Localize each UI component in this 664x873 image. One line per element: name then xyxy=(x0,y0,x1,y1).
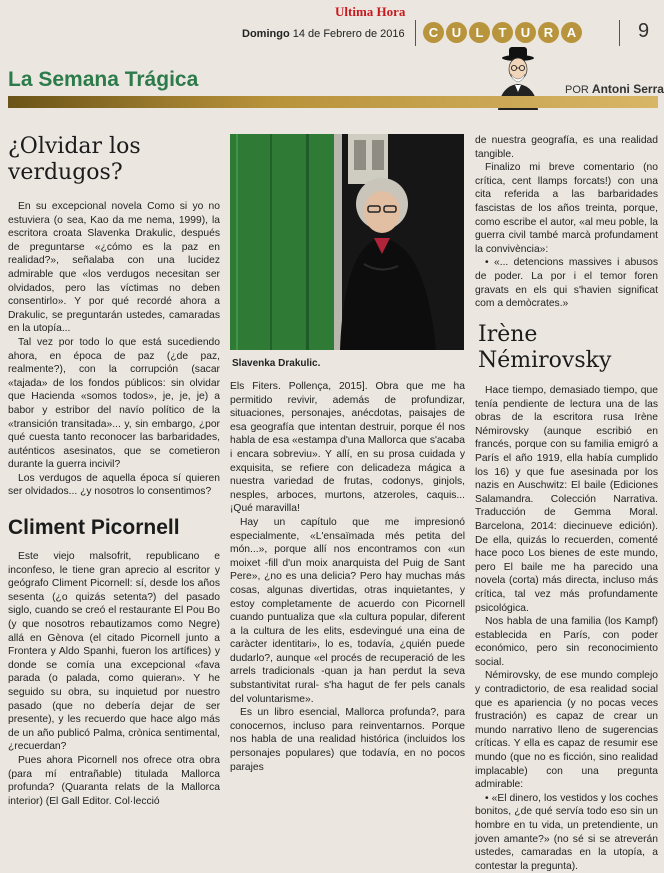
article1-paragraph: Tal vez por todo lo que está sucediendo ahora, en época de paz (¿de paz, realmente?), con la corrupción (sacar «tajada» de los fondos públicos: sin olvidar que Hacienda «somos todos», je, je, je) a babor y estribor del navío político de la «transición transitada»... y, sin embargo, ¿por qué cuesta tanto reconocer las barbaridades, auténticos asesinatos, que se cometieron durante la guerra incivil? xyxy=(8,336,220,471)
photo-caption: Slavenka Drakulic. xyxy=(232,358,321,369)
date-day: Domingo xyxy=(242,28,290,40)
section-letter: U xyxy=(446,22,467,43)
article1-paragraph: de nuestra geografía, es una realidad tangible. xyxy=(475,135,658,160)
section-label-cultura xyxy=(423,22,582,43)
column-title: La Semana Trágica xyxy=(8,68,199,91)
article2-continued-body xyxy=(230,380,465,800)
section-letter: T xyxy=(492,22,513,43)
article1-paragraph: Finalizo mi breve comentario (no crítica, cent llamps forcats!) con una cita referida a las barbaridades fascistas de los años treinta, porque, como escribe el autor, «al meu poble, la guerra civil també marcà profundament la convivència»: xyxy=(475,162,658,255)
article3-paragraph: Hace tiempo, demasiado tiempo, que tenía pendiente de lectura una de las obras de la escritora rusa Irène Némirovsky (aunque escribió en francés, porque con su familia emigró a París el año 1919, ella había cumplido los 16) y que fue asesinada por los nazis en Auschwitz: El baile (Ediciones Salamandra. Colección Narrativa. Traducción de Gemma Moral. Barcelona, 2014: diecinueve edición). De ella, quizás lo recuerden, comenté hace poco Los bienes de este mundo, pero El baile me ha parecido una novela (corta) más directa, incluso más crítica, tal vez más profundamente psicológica. xyxy=(475,385,658,614)
author-name: Antoni Serra xyxy=(591,82,664,96)
article3-paragraph: Nos habla de una familia (los Kampf) establecida en París, con poder económico, pero sin reconocimiento social. xyxy=(475,616,658,668)
header-divider xyxy=(619,20,620,46)
article1-title xyxy=(8,134,218,186)
article2-paragraph: Este viejo malsofrit, republicano e inconfeso, le tiene gran aprecio al escritor y geógrafo Climent Picornell: sí, desde los años sesenta (¿o quizás setenta?) del pasado siglo, cuando se creó el restaurante El Pou Bo (y que nosotros rebautizamos como Negre) allá en Gènova (el citado Picornell junto a Frontera y Aldo Spanhi, fueron los artífices) y donde se comía una excepcional «fava parada (o palada, como quieran». Y he seguido su obra, su inquietud por nuestro pasado (que no debería dejar de ser presente), y les recuerdo que hace algo más de un año publicó Palma, crònica sentimental, ¿recuerdan? xyxy=(8,551,220,753)
article2-title: Climent Picornell xyxy=(8,516,180,539)
section-letter: A xyxy=(561,22,582,43)
author-byline xyxy=(565,82,664,96)
article3-body xyxy=(475,384,658,872)
section-letter: L xyxy=(469,22,490,43)
date-rest: 14 de Febrero de 2016 xyxy=(292,28,405,40)
bleed-through-text xyxy=(244,60,484,92)
article2-paragraph: Es un libro esencial, Mallorca profunda?, para conocernos, incluso para reinventarnos. Porque nos habla de una realidad histórica (incluidos los personajes populares) que todavía, en no pocos parajes xyxy=(230,707,465,773)
article2-body xyxy=(8,550,220,807)
header-divider xyxy=(415,20,416,46)
article1-paragraph: Los verdugos de aquella época sí quieren ser olvidados... ¿y nosotros lo consentimos? xyxy=(8,472,220,498)
section-letter: C xyxy=(423,22,444,43)
section-letter: R xyxy=(538,22,559,43)
article2-paragraph: Els Fiters. Pollença, 2015]. Obra que me ha permitido revivir, además de profundizar, situaciones, personajes, anécdotas, paisajes de esa geografía que intentan destruir, porque él nos habla de esa «estampa d'una Mallorca que s'acaba i encara sobreviu». Y allí, en su prosa cuidada y exquisita, se refiere con delicadeza mágica a nuestra variedad de frutas, codonys, ginjols, nesples, arboces, murtons, atzeroles, caquis... ¡Qué maravilla! xyxy=(230,381,465,515)
article2-paragraph: Pues ahora Picornell nos ofrece otra obra (para mí entrañable) titulada Mallorca profunda? (Quaranta relats de la Mallorca interior) (El Gall Editor. Col·lecció xyxy=(8,754,220,807)
article1-title-line1: ¿Olvidar los xyxy=(8,134,141,159)
article3-title-line2: Némirovsky xyxy=(478,348,612,373)
photo xyxy=(230,134,464,350)
article1-continued-body xyxy=(475,134,658,314)
article3-paragraph: Némirovsky, de ese mundo complejo y contradictorio, de esa realidad social que es apariencia (y no pocas veces frustración) es capaz de crear un mundo narrativo lleno de sugerencias críticas. Y ella es capaz de resumir ese mundo (que no es ficción, sino realidad implacable) con una pregunta admirable: xyxy=(475,670,658,791)
article3-title xyxy=(478,322,658,374)
article3-title-line1: Irène xyxy=(478,322,538,347)
photo-image xyxy=(230,134,464,350)
article3-quote: • «El dinero, los vestidos y los coches bonitos, ¿de qué servía todo eso sin un hombre en tu vida, un pretendiente, un joven amante?» (no sé si se atreverán ustedes, camaradas en la utopía, a contestar la pregunta). xyxy=(475,792,658,872)
article1-quote: • «... detencions massives i abusos de poder. La por i el temor foren gravats en els qui s'havien significat com a demòcrates.» xyxy=(475,257,658,310)
date-line xyxy=(242,28,405,40)
article1-body xyxy=(8,200,220,512)
header-gold-bar xyxy=(8,96,658,108)
article1-paragraph: En su excepcional novela Como si yo no estuviera (o sea, Kao da me nema, 1999), la escritora croata Slavenka Drakulic, después de preguntarse «¿cómo es la paz en realidad?», señalaba con una lucidez admirable que «los verdugos necesitan ser olvidados, pero las víctimas no deben consentirlo». Y por qué recordé ahora a Drakulic, se preguntarán ustedes, camaradas en la utopía... xyxy=(8,201,220,335)
article2-paragraph: Hay un capítulo que me impresionó especialmente, «L'ensaïmada més petita del món...», porque allí nos encontramos con «un moixet -fill d'un moix anarquista del Puig de Sant Pere», ¿no es una delicia? Pero hay muchas más cosas, algunas divertidas, otras inquietantes, y estoy completamente de acuerdo con Picornell cuando puntualiza que «la cultura popular, diferent a la cultura de les elits, esdevingué una eina de caràcter identitari», lo es, todavía, ¿quién puede dudarlo?, aunque «el procés de recuperació de les arrels tradicionals -quan ja han perdut la seva substantivitat rural- s'ha hagut de fer pels canals del voluntarisme». xyxy=(230,516,465,705)
author-prefix: POR xyxy=(565,84,589,96)
newspaper-name: Ultima Hora xyxy=(335,4,406,19)
section-letter: U xyxy=(515,22,536,43)
article1-title-line2: verdugos? xyxy=(8,160,123,185)
page-number: 9 xyxy=(638,20,650,42)
